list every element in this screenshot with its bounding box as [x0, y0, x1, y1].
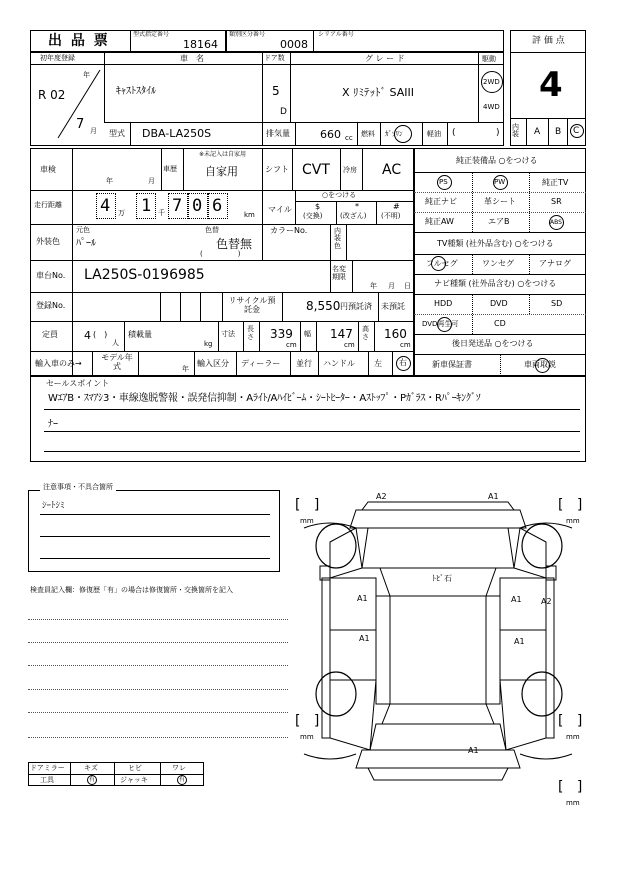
legend-broken: ワレ	[172, 764, 186, 772]
width-label: 幅	[304, 330, 311, 338]
shift-value: CVT	[302, 162, 330, 178]
delivery-manual: 車両取説	[524, 360, 556, 369]
circle-note: ○をつける	[322, 191, 357, 199]
model-label: 型式	[109, 129, 125, 138]
wheel-front-right	[522, 524, 562, 568]
left-front-door	[330, 578, 376, 630]
length-value: 339	[270, 327, 293, 341]
rating-value: 4	[539, 65, 563, 105]
legend-jack: ジャッキ	[120, 776, 148, 784]
interior-label: 内装	[512, 123, 519, 138]
handle-label: ハンドル	[323, 359, 355, 368]
chassis-value: LA250S-0196985	[84, 267, 205, 283]
tread-rr-bracket: [ ]	[558, 713, 583, 729]
tread-fl-mm: mm	[300, 517, 314, 525]
rear-hatch	[370, 724, 506, 750]
tv-fullseg: フルセグ	[426, 259, 458, 268]
mile-label: マイル	[268, 205, 292, 214]
tv-analog: アナログ	[539, 259, 571, 268]
tread-fl-bracket: [ ]	[295, 497, 320, 513]
diagram-rear-a1: A1	[468, 746, 479, 755]
mileage-digit-5: 6	[212, 196, 223, 216]
front-bumper	[362, 502, 514, 510]
hood	[362, 528, 514, 568]
navi-cd: CD	[494, 319, 506, 328]
drive-label: 駆動	[482, 55, 496, 63]
height-value: 160	[384, 327, 407, 341]
tread-fr-mm: mm	[566, 517, 580, 525]
width-value: 147	[330, 327, 353, 341]
displacement-label: 排気量	[266, 129, 290, 138]
mileage-digit-4: 0	[192, 196, 203, 216]
history-value: 自家用	[205, 165, 238, 178]
mileage-sen: 千	[158, 209, 165, 217]
exchange-label: (交換)	[303, 212, 323, 220]
name-change-month: 月	[388, 282, 395, 290]
capacity-people: 人	[112, 339, 119, 347]
color-paren: ( )	[200, 250, 241, 258]
notes-label: 注意事項・不具合箇所	[40, 484, 116, 491]
displacement-unit: cc	[345, 134, 353, 142]
fuel-other-open: (	[452, 128, 456, 138]
left-rear-quarter	[330, 680, 376, 750]
equip-ps: PS	[439, 178, 448, 186]
inspection-label: 車検	[40, 165, 56, 174]
sales-line-2: ﾅｰ	[48, 419, 58, 430]
handle-right: 右	[399, 358, 407, 367]
notes-frame	[28, 490, 280, 572]
height-cm: cm	[400, 341, 411, 349]
import-year: 年	[182, 365, 189, 373]
doors-value: 5	[272, 84, 280, 98]
equip-sr: SR	[551, 197, 562, 206]
rear-bumper	[356, 750, 520, 768]
displacement-value: 660	[320, 128, 341, 141]
load-label: 積載量	[128, 330, 152, 339]
diagram-right-a1-front: A1	[511, 595, 522, 604]
tread-rl-bracket: [ ]	[295, 713, 320, 729]
chassis-label: 車台No.	[36, 271, 66, 280]
inspector-label: 検査員記入欄：修復歴「有」の場合は修復箇所・交換箇所を記入	[30, 586, 233, 594]
inspection-month: 月	[148, 177, 155, 185]
import-parallel: 並行	[296, 359, 312, 368]
color-change-value: 色替無	[216, 237, 253, 251]
tread-rl-mm: mm	[300, 733, 314, 741]
equipment-header: 純正装備品 ○をつける	[456, 156, 538, 165]
right-front-door	[500, 578, 546, 630]
import-class-label: 輸入区分	[197, 359, 229, 368]
mileage-label: 走行距離	[34, 201, 62, 209]
delivery-warranty: 新車保証書	[432, 360, 472, 369]
shift-label: シフト	[265, 165, 289, 174]
doors-label: ドア数	[264, 54, 285, 62]
equip-leather: 革シート	[484, 197, 516, 206]
equip-pw: PW	[494, 178, 506, 186]
tread-spare-mm: mm	[566, 799, 580, 807]
model-year-label: モデル年式	[101, 353, 133, 371]
car-name-value: ｷｬｽﾄｽﾀｲﾙ	[116, 86, 156, 97]
grade-value: X ﾘﾐﾃｯﾄﾞ SAIII	[342, 86, 414, 99]
handle-left: 左	[374, 359, 382, 368]
tampered-mark: *	[355, 202, 359, 211]
mileage-digit-2: 1	[141, 196, 152, 216]
dims-label: 寸法	[221, 330, 235, 338]
delivery-header: 後日発送品 ○をつける	[452, 339, 534, 348]
equip-abs: ABS	[550, 219, 562, 226]
category-value: 0008	[280, 38, 308, 51]
first-reg-label: 初年度登録	[40, 54, 75, 62]
recycle-label: リサイクル預託金	[228, 296, 276, 315]
serial-label: シリアル番号	[318, 31, 354, 38]
ac-label: 冷房	[343, 166, 357, 174]
recycle-value: 8,550	[306, 299, 341, 313]
first-reg-month: 7	[76, 117, 85, 132]
first-reg-month-unit: 月	[90, 127, 97, 135]
grade-label: グ レ ー ド	[365, 54, 405, 63]
drive-4wd: 4WD	[483, 103, 500, 111]
original-color-label: 元色	[76, 226, 90, 234]
diagram-right-a1-rear: A1	[514, 637, 525, 646]
legend-crack: ヒビ	[128, 764, 142, 772]
color-tone-label: 色替	[205, 226, 219, 234]
tread-rr-mm: mm	[566, 733, 580, 741]
exchange-mark: $	[315, 202, 321, 211]
first-reg-era: R 02	[38, 88, 66, 102]
color-no-label: カラーNo.	[270, 226, 308, 235]
import-dealer: ディーラー	[241, 359, 281, 368]
capacity-label: 定員	[42, 330, 58, 339]
reg-no-label: 登録No.	[36, 301, 66, 310]
load-kg: kg	[204, 340, 213, 348]
interior-color-label: 内装色	[334, 227, 341, 250]
name-change-year: 年	[370, 282, 377, 290]
legend-tools: 工具	[40, 776, 54, 784]
navi-sd: SD	[551, 299, 563, 308]
diagram-windshield: ﾄﾋﾞ石	[432, 574, 452, 583]
unknown-mark: #	[393, 202, 400, 211]
inspection-year: 年	[106, 177, 113, 185]
mileage-km: km	[244, 211, 255, 219]
fuel-gas: ｶﾞｿﾘﾝ	[385, 130, 403, 138]
type-designation-value: 18164	[183, 38, 218, 51]
sales-line-1: WｴｱB・ｽﾏｱｼ3・車線逸脱警報・誤発信抑制・Aﾗｲﾄ/Aﾊｲﾋﾞｰﾑ・ｼｰﾄﾋｰﾀｰ・Aｽﾄｯﾌﾟ・Pｶﾞﾗｽ・Rﾊﾟｰｷﾝｸﾞｿ	[48, 393, 481, 404]
mileage-digit-3: 7	[172, 196, 183, 216]
tread-spare-bracket: [ ]	[558, 779, 583, 795]
category-label: 類別区分番号	[229, 31, 266, 38]
name-change-day: 日	[404, 282, 411, 290]
rating-label: 評 価 点	[532, 36, 565, 46]
drive-2wd: 2WD	[483, 78, 500, 86]
diagram-left-a1-rear: A1	[359, 634, 370, 643]
recycle-unit: 円預託済	[340, 302, 372, 311]
car-diagram	[290, 488, 586, 810]
mileage-digit-1: 4	[100, 196, 111, 216]
equip-tv: 純正TV	[542, 178, 569, 187]
history-note: ※未記入は自家用	[199, 151, 247, 158]
unknown-label: (不明)	[381, 212, 401, 220]
tampered-label: (改ざん)	[340, 212, 367, 220]
sales-box	[30, 376, 586, 462]
diagram-left-a1-front: A1	[357, 594, 368, 603]
ac-value: AC	[382, 162, 402, 178]
navi-dvd: DVD	[490, 299, 508, 308]
capacity-paren: ( )	[93, 330, 108, 339]
diagram-a1-front: A1	[488, 492, 499, 501]
legend-door-mirror: ドアミラー	[30, 764, 65, 772]
roof	[390, 596, 486, 704]
left-front-fender	[330, 528, 362, 578]
right-front-fender	[514, 528, 546, 578]
sales-label: セールスポイント	[46, 379, 110, 388]
capacity-value: 4	[84, 329, 91, 342]
legend-scratch: キズ	[84, 764, 98, 772]
fuel-other-close: )	[496, 128, 500, 138]
right-rear-quarter	[500, 680, 546, 750]
history-label: 車歴	[163, 165, 177, 173]
height-label: 高さ	[362, 325, 369, 341]
equip-airbag: エアB	[488, 217, 510, 226]
equip-navi: 純正ナビ	[425, 197, 457, 206]
type-designation-label: 型式指定番号	[133, 31, 170, 38]
diagram-a2-front: A2	[376, 492, 387, 501]
width-cm: cm	[344, 341, 355, 349]
navi-hdd: HDD	[434, 299, 453, 308]
length-label: 長さ	[247, 325, 254, 341]
car-name-label: 車 名	[180, 54, 204, 63]
original-color-value: ﾊﾟｰﾙ	[76, 238, 96, 249]
notes-line-1: ｼｰﾄｼﾐ	[42, 501, 65, 511]
diagram-right-a2: A2	[541, 597, 552, 606]
equip-aw: 純正AW	[425, 217, 454, 226]
tv-oneseg: ワンセグ	[482, 259, 514, 268]
length-cm: cm	[286, 341, 297, 349]
interior-grade-a: A	[534, 127, 541, 137]
wheel-front-left	[316, 524, 356, 568]
navi-header: ナビ種類 (社外品含む) ○をつける	[434, 279, 557, 288]
name-change-label: 名変期限	[332, 265, 346, 281]
door-type: D	[280, 107, 287, 117]
fuel-diesel: 軽油	[427, 130, 441, 138]
rear-glass	[382, 704, 494, 724]
color-label: 外装色	[36, 237, 60, 246]
fuel-label: 燃料	[361, 130, 375, 138]
first-reg-year-unit: 年	[83, 71, 90, 79]
tv-header: TV種類 (社外品含む) ○をつける	[437, 239, 554, 248]
tread-fr-bracket: [ ]	[558, 497, 583, 513]
legend-tools-mark: 有	[89, 776, 96, 783]
model-value: DBA-LA250S	[142, 127, 212, 140]
mileage-man: 万	[118, 209, 125, 217]
interior-grade-c: C	[573, 126, 580, 136]
wheel-rear-right	[522, 672, 562, 716]
import-label: 輸入車のみ→	[35, 359, 82, 368]
form-title: 出 品 票	[48, 33, 110, 49]
recycle-none: 未預託	[381, 302, 405, 311]
interior-grade-b: B	[555, 127, 562, 137]
legend-jack-mark: 有	[179, 776, 186, 783]
navi-dvd-play: DVD再生可	[422, 320, 459, 328]
